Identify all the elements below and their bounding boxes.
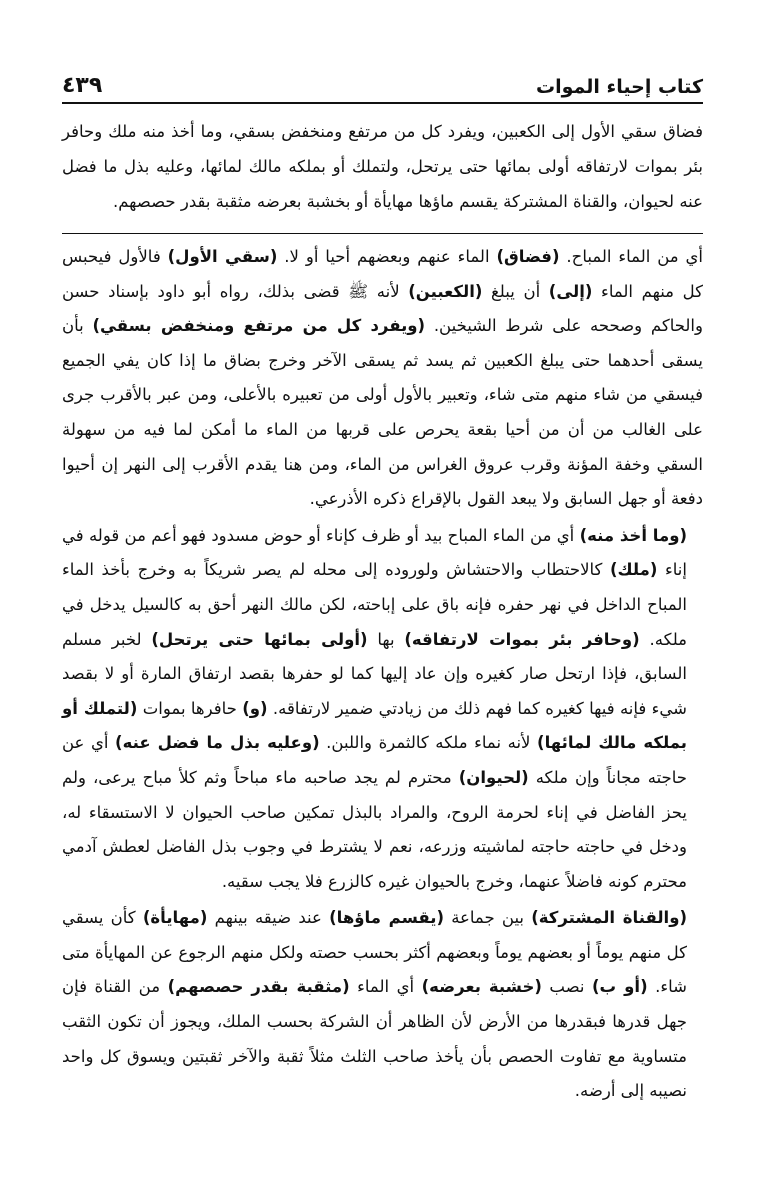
- quoted-term: (لحيوان): [458, 767, 529, 787]
- quoted-term: (مهايأة): [142, 908, 208, 928]
- quoted-term: (وحافر بئر بموات لارتفاقه): [404, 629, 640, 649]
- header-rule: [62, 102, 703, 104]
- quoted-term: (مثقبة بقدر حصصهم): [167, 977, 350, 997]
- quoted-term: (ويفرد كل من مرتفع ومنخفض بسقي): [92, 316, 426, 336]
- commentary-paragraph-1: أي من الماء المباح. (فضاق) الماء عنهم وبعضهم أحيا أو لا. (سقي الأول) فالأول فيحبس كل منهم الماء (إلى) أن يبلغ (الكعبين) لأنه ﷺ قضى بذلك، رواه أبو داود بإسناد حسن والحاكم وصححه على شرط الشيخين. (ويفرد كل من مرتفع ومنخفض بسقي) بأن يسقى أحدهما حتى يبلغ الكعبين ثم يسد ثم يسقى الآخر وخرج بضاق ما إذا كان يفي الجميع فيسقي من شاء منهم متى شاء، وتعبير بالأول أولى من تعبيره بالأعلى، ومن عبر بالأقرب جرى على الغالب من أن من أحيا بقعة يحرص على قربها من الماء ما أمكن لما فيه من سهولة السقي وخفة المؤنة وقرب عروق الغراس من الماء، ومن هنا يقدم الأقرب إلى النهر إن أحيوا دفعة أو جهل السابق ولا يبعد القول بالإقراع ذكره الأذرعي.: [62, 247, 703, 509]
- quoted-term: (خشبة بعرضه): [421, 977, 542, 997]
- commentary-paragraph-2: (وما أخذ منه) أي من الماء المباح بيد أو ظرف كإناء أو حوض مسدود فهو أعم من قوله في إناء (ملك) كالاحتطاب والاحتشاش ولوروده إلى محله لم يصر شريكاً به وخرج بأخذ الماء المباح الداخل في نهر حفره فإنه باق على إباحته، لكن مالك النهر أحق به كالسيل يدخل في ملكه. (وحافر بئر بموات لارتفاقه) بها (أولى بمائها حتى يرتحل) لخبر مسلم السابق، فإذا ارتحل صار كغيره وإن عاد إليها كما لو حفرها بقصد ارتفاق المارة أو لا بقصد شيء فإنه فيها كغيره كما فهم ذلك من زيادتي ضمير لارتفاقه. (و) حافرها بموات (لتملك أو بملكه مالك لمائها) لأنه نماء ملكه كالثمرة واللبن. (وعليه بذل ما فضل عنه) أي عن حاجته مجاناً وإن ملكه (لحيوان) محترم لم يجد صاحبه ماء مباحاً وثم كلأ مباح يرعى، ولم يحز الفاضل في إناء لحرمة الروح، والمراد بالبذل تمكين صاحب الحيوان لا الاستسقاء له، ودخل في حاجته حاجته لماشيته وزرعه، نعم لا يشترط في وجوب بذل الفاضل لعطش آدمي محترم كونه فاضلاً عنهما، وخرج بالحيوان غيره كالزرع فلا يجب سقيه.: [62, 525, 687, 891]
- quoted-term: (أو ب): [592, 977, 648, 997]
- quoted-term: (وعليه بذل ما فضل عنه): [115, 733, 320, 753]
- quoted-term: (إلى): [548, 281, 593, 301]
- section-separator: [62, 233, 703, 234]
- commentary: [62, 240, 703, 1109]
- quoted-term: (و): [242, 698, 268, 718]
- quoted-term: (ملك): [610, 560, 658, 580]
- page-number: ٤٣٩: [62, 73, 103, 98]
- quoted-term: (سقي الأول): [167, 247, 278, 266]
- quoted-term: (الكعبين): [408, 281, 483, 301]
- quoted-term: (فضاق): [496, 247, 560, 266]
- quoted-term: (أولى بمائها حتى يرتحل): [151, 629, 368, 649]
- quoted-term: (لتملك أو بملكه مالك لمائها): [62, 698, 687, 753]
- quoted-term: (والقناة المشتركة): [531, 908, 687, 928]
- quoted-term: (يقسم ماؤها): [329, 908, 444, 928]
- quoted-term: (وما أخذ منه): [579, 525, 687, 545]
- running-header: [62, 64, 703, 98]
- commentary-paragraph-3: (والقناة المشتركة) بين جماعة (يقسم ماؤها) عند ضيقه بينهم (مهايأة) كأن يسقي كل منهم يوماً أو بعضهم يوماً وبعضهم أكثر بحسب حصته ولكل منهم الرجوع عن المهايأة متى شاء. (أو ب) نصب (خشبة بعرضه) أي الماء (مثقبة بقدر حصصهم) من القناة فإن جهل قدرها فبقدرها من الأرض لأن الظاهر أن الشركة بحسب الملك، ويجوز أن تكون الثقب متساوية مع تفاوت الحصص بأن يأخذ صاحب الثلث مثلاً ثقبة والآخر ثقبتين ويسوق كل واحد نصيبه إلى أرضه.: [62, 908, 687, 1101]
- book-title: كتاب إحياء الموات: [536, 76, 703, 98]
- main-text: فضاق سقي الأول إلى الكعبين، ويفرد كل من مرتفع ومنخفض بسقي، وما أخذ منه ملك وحافر بئر بموات لارتفاقه أولى بمائها حتى يرتحل، ولتملك أو بملكه مالك لمائها، وعليه بذل ما فضل عنه لحيوان، والقناة المشتركة يقسم ماؤها مهايأة أو بخشبة بعرضه مثقبة بقدر حصصهم.: [62, 122, 703, 211]
